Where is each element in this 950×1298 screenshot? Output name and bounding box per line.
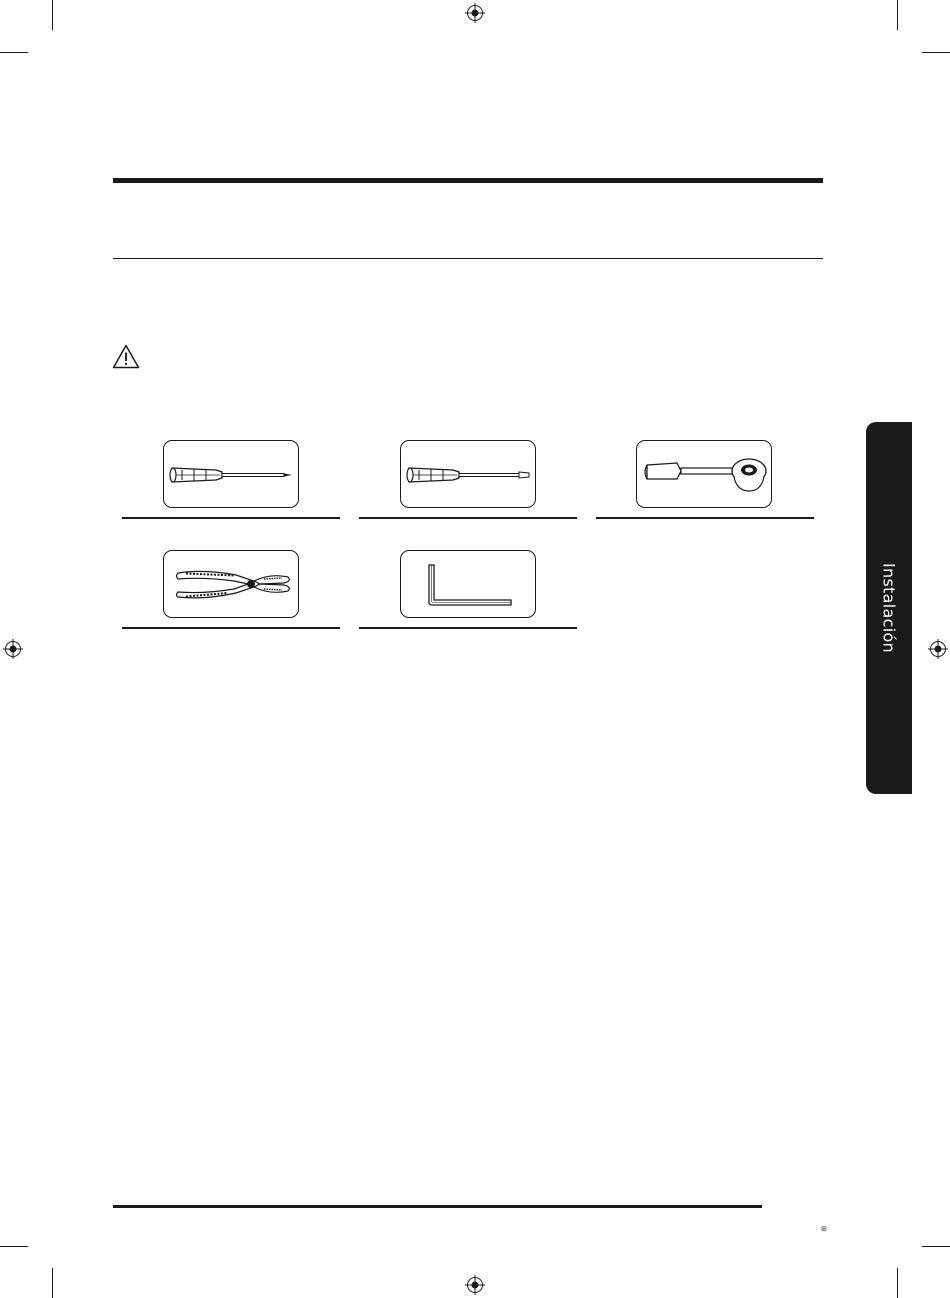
socket-wrench-icon [637, 441, 773, 509]
registration-mark-icon [928, 639, 948, 659]
page-marker: ⊞ [821, 1226, 827, 1233]
registration-mark-icon [465, 1275, 485, 1295]
tool-caption-line [359, 627, 577, 629]
tool-caption-line [359, 517, 577, 519]
header-rule [113, 178, 823, 183]
tool-caption-line [122, 627, 340, 629]
side-tab [866, 422, 912, 794]
warning-triangle-icon [112, 344, 140, 369]
section-rule [113, 258, 823, 259]
registration-mark-icon [465, 3, 485, 23]
tool-pliers [163, 550, 299, 618]
tool-socket-wrench [636, 440, 772, 508]
phillips-screwdriver-icon [164, 441, 300, 509]
pliers-icon [164, 551, 300, 619]
tool-phillips-screwdriver [163, 440, 299, 508]
tool-flathead-screwdriver [400, 440, 536, 508]
tool-caption-line [596, 517, 814, 519]
tool-allen-key [400, 550, 536, 618]
allen-key-icon [401, 551, 537, 619]
registration-mark-icon [3, 639, 23, 659]
flathead-screwdriver-icon [401, 441, 537, 509]
footer-rule [113, 1205, 762, 1208]
side-tab-label: Instalación [879, 563, 899, 653]
tool-caption-line [122, 517, 340, 519]
